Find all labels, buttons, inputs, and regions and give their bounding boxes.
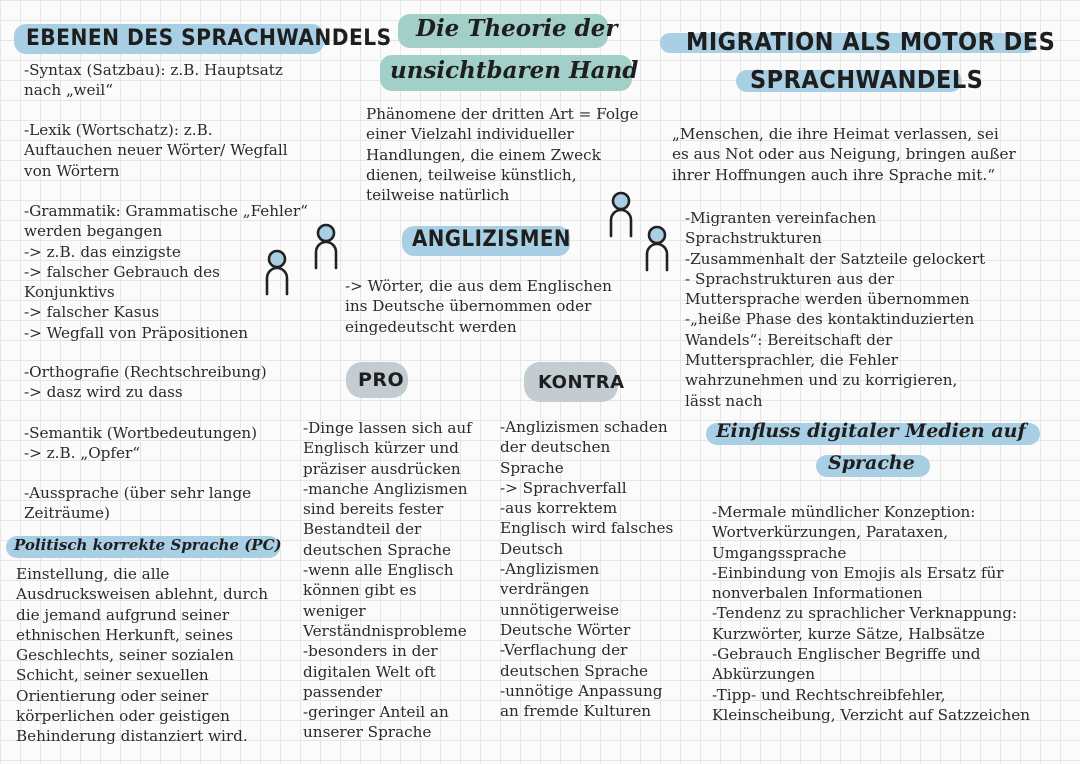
person-icon <box>606 190 636 238</box>
pc-text: Einstellung, die alle Ausdrucksweisen ablehnt, durch die jemand aufgrund seiner ethnischen Herkunft, seines Geschlechts, seiner sozialen Schicht, seiner sexuellen Orientierung oder seiner körperlichen oder geistigen Behinderung distanziert wird. <box>16 565 269 746</box>
aussprache-text: -Aussprache (über sehr lange Zeiträume) <box>24 484 252 523</box>
migration-heading: MIGRATION ALS MOTOR DES <box>686 27 1056 56</box>
person-icon <box>642 224 672 272</box>
person-icon <box>311 222 341 270</box>
anglizismen-heading: ANGLIZISMEN <box>412 227 571 252</box>
orthografie-text: -Orthografie (Rechtschreibung) -> dasz wird zu dass <box>24 363 267 402</box>
medien-heading: Sprache <box>828 452 915 474</box>
medien-text: -Mermale mündlicher Konzeption: Wortverkürzungen, Parataxen, Umgangssprache -Einbindung von Emojis als Ersatz für nonverbalen Informationen -Tendenz zu sprachlicher Verknappung: Kurzwörter, kurze Sätze, Halbsätze -Gebrauch Englischer Begriffe und Abkürzungen -Tipp- und Rechtschreibfehler, Kleinscheibung, Verzicht auf Satzzeichen <box>712 503 1031 724</box>
theorie-text: Phänomene der dritten Art = Folge einer Vielzahl individueller Handlungen, die einem Zweck dienen, teilweise künstlich, teilweise natürlich <box>366 105 639 205</box>
semantik-text: -Semantik (Wortbedeutungen) -> z.B. „Opfer“ <box>24 424 258 463</box>
theorie-heading: Die Theorie der <box>416 15 618 42</box>
migration-heading: SPRACHWANDELS <box>750 65 984 94</box>
heading-ebenen: EBENEN DES SPRACHWANDELS <box>26 26 392 51</box>
theorie-heading: unsichtbaren Hand <box>390 57 639 84</box>
person-icon <box>262 248 292 296</box>
migration-points: -Migranten vereinfachen Sprachstrukturen -Zusammenhalt der Satzteile gelockert - Sprachstrukturen aus der Muttersprache werden übernommen -„heiße Phase des kontaktinduzierten Wandels“: Bereitschaft der Muttersprachler, die Fehler wahrzunehmen und zu korrigieren, lässt nach <box>685 209 986 410</box>
migration-quote: „Menschen, die ihre Heimat verlassen, sei es aus Not oder aus Neigung, bringen außer ihrer Hoffnungen auch ihre Sprache mit.“ <box>672 125 1016 184</box>
pro-text: -Dinge lassen sich auf Englisch kürzer und präziser ausdrücken -manche Anglizismen sind bereits fester Bestandteil der deutschen Sprache -wenn alle Englisch können gibt es weniger Verständnisprobleme -besonders in der digitalen Welt oft passender -geringer Anteil an unserer Sprache <box>303 419 472 742</box>
pc-heading: Politisch korrekte Sprache (PC) <box>14 536 282 554</box>
medien-heading: Einfluss digitaler Medien auf <box>716 420 1026 442</box>
pro-heading: PRO <box>358 369 405 391</box>
grammatik-text: -Grammatik: Grammatische „Fehler“ werden begangen -> z.B. das einzigste -> falscher Gebrauch des Konjunktivs -> falscher Kasus -> Wegfall von Präpositionen <box>24 202 308 342</box>
syntax-text: -Syntax (Satzbau): z.B. Hauptsatz nach „weil“ <box>24 61 283 100</box>
lexik-text: -Lexik (Wortschatz): z.B. Auftauchen neuer Wörter/ Wegfall von Wörtern <box>24 121 288 180</box>
anglizismen-text: -> Wörter, die aus dem Englischen ins Deutsche übernommen oder eingedeutscht werden <box>345 277 612 336</box>
kontra-text: -Anglizismen schaden der deutschen Sprache -> Sprachverfall -aus korrektem Englisch wird falsches Deutsch -Anglizismen verdrängen unnötigerweise Deutsche Wörter -Verflachung der deutschen Sprache -unnötige Anpassung an fremde Kulturen <box>500 418 674 721</box>
kontra-heading: KONTRA <box>538 372 625 393</box>
